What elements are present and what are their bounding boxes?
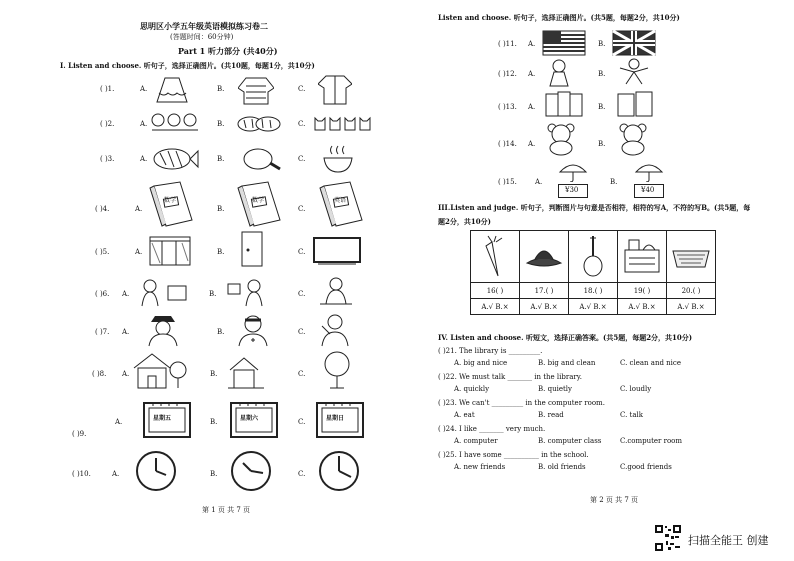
q10-c: C. <box>298 470 306 478</box>
q24-c: C.computer room <box>620 437 683 445</box>
q1-number: ( )1. <box>100 85 115 93</box>
q7-b: B. <box>217 328 225 336</box>
q10-number: ( )10. <box>72 470 91 478</box>
judge-opts-17: A.√ B.× <box>520 299 569 315</box>
door-icon <box>240 230 264 272</box>
q22-b: B. quietly <box>538 385 572 393</box>
q5-a: A. <box>135 248 143 256</box>
q5-number: ( )5. <box>95 248 110 256</box>
calendar-label-b: 星期六 <box>240 415 259 422</box>
q22-c: C. loudly <box>620 385 652 393</box>
q23-b: B. read <box>538 411 564 419</box>
q2-c: C. <box>298 120 306 128</box>
calendar-icon <box>230 402 278 442</box>
judge-pic-19 <box>618 231 667 283</box>
q8-a: A. <box>122 370 130 378</box>
q4-b: B. <box>217 205 225 213</box>
section1-heading: I. Listen and choose. 听句子，选择正确图片。(共10题，每题1分，共10分) <box>60 61 315 70</box>
fish-icon <box>150 145 200 177</box>
q25-text: ( )25. I have some __________ in the school. <box>438 451 589 459</box>
calendar-label-c: 星期日 <box>326 415 345 422</box>
q5-c: C. <box>298 248 306 256</box>
exam-time: (答题时间：60分钟) <box>170 33 234 41</box>
q23-c: C. talk <box>620 411 644 419</box>
judge-pic-16 <box>471 231 520 283</box>
judge-num-17: 17.( ) <box>520 283 569 299</box>
clock-icon <box>230 450 272 496</box>
q10-b: B. <box>210 470 218 478</box>
q6-c: C. <box>298 290 306 298</box>
q1-b: B. <box>217 85 225 93</box>
uk-flag-icon <box>612 30 656 60</box>
q22-a: A. quickly <box>454 385 490 393</box>
price-a: ¥30 <box>565 186 579 194</box>
judge-pic-20 <box>667 231 716 283</box>
q9-number: ( )9. <box>72 430 87 438</box>
book-icon <box>148 180 194 232</box>
price-box-b <box>634 184 664 198</box>
skirt-icon <box>155 75 189 109</box>
q9-b: B. <box>210 418 218 426</box>
umbrella-icon <box>558 160 588 186</box>
q7-number: ( )7. <box>95 328 110 336</box>
judge-num-19: 19( ) <box>618 283 667 299</box>
q21-c: C. clean and nice <box>620 359 681 367</box>
tigers-icon <box>236 110 282 138</box>
q24-b: B. computer class <box>538 437 602 445</box>
shirt-icon <box>318 74 352 110</box>
part-heading: Part 1 听力部分 (共40分) <box>178 46 278 56</box>
exam-title: 思明区小学五年级英语模拟练习卷二 <box>140 21 268 31</box>
q24-text: ( )24. I like _______ very much. <box>438 425 546 433</box>
book-icon <box>236 180 282 232</box>
calendar-icon <box>316 402 364 442</box>
q3-a: A. <box>140 155 148 163</box>
q7-a: A. <box>122 328 130 336</box>
q13-number: ( )13. <box>498 103 517 111</box>
writing-person-icon <box>318 276 354 312</box>
judge-num-18: 18.( ) <box>569 283 618 299</box>
q6-a: A. <box>122 290 130 298</box>
books-icon <box>616 90 656 124</box>
teddy-bear-icon <box>544 122 578 160</box>
section3-heading: III.Listen and judge. 听句子，判断图片与句意是否相符，相符的写A，不符的写B。(共5题，每 <box>438 203 751 212</box>
house-icon <box>130 352 188 394</box>
q15-b: B. <box>610 178 618 186</box>
q3-b: B. <box>217 155 225 163</box>
chicken-leg-icon <box>240 145 284 177</box>
q23-text: ( )23. We can't _________ in the computer room. <box>438 399 605 407</box>
q14-a: A. <box>528 140 536 148</box>
judge-table <box>470 230 716 315</box>
book-label-a: 数学 <box>164 197 177 204</box>
q1-a: A. <box>140 85 148 93</box>
girl-icon <box>544 58 574 92</box>
q6-number: ( )6. <box>95 290 110 298</box>
house-icon <box>226 354 266 394</box>
q23-a: A. eat <box>454 411 475 419</box>
q4-c: C. <box>298 205 306 213</box>
police-officer-icon <box>145 312 181 352</box>
page-footer-1: 第 1 页 共 7 页 <box>202 506 251 514</box>
q15-number: ( )15. <box>498 178 517 186</box>
clock-icon <box>318 450 360 496</box>
q3-c: C. <box>298 155 306 163</box>
book-label-c: 英语 <box>334 197 347 204</box>
q12-b: B. <box>598 70 606 78</box>
calendar-label-a: 星期五 <box>153 415 172 422</box>
q21-text: ( )21. The library is _________. <box>438 347 543 355</box>
q13-a: A. <box>528 103 536 111</box>
q4-number: ( )4. <box>95 205 110 213</box>
q9-c: C. <box>298 418 306 426</box>
q13-b: B. <box>598 103 606 111</box>
price-b: ¥40 <box>641 186 655 194</box>
q9-a: A. <box>115 418 123 426</box>
page-footer-2: 第 2 页 共 7 页 <box>590 496 639 504</box>
price-box-a <box>558 184 588 198</box>
teacher-icon <box>318 312 352 352</box>
scanner-watermark: 扫描全能王 创建 <box>688 534 769 547</box>
window-icon <box>148 235 192 271</box>
monkeys-icon <box>150 110 200 138</box>
q25-c: C.good friends <box>620 463 672 471</box>
judge-opts-19: A.√ B.× <box>618 299 667 315</box>
book-label-b: 数学 <box>252 197 265 204</box>
q2-a: A. <box>140 120 148 128</box>
q14-b: B. <box>598 140 606 148</box>
q25-a: A. new friends <box>454 463 506 471</box>
judge-num-20: 20.( ) <box>667 283 716 299</box>
q8-number: ( )8. <box>92 370 107 378</box>
q22-text: ( )22. We must talk _______ in the library. <box>438 373 582 381</box>
q25-b: B. old friends <box>538 463 586 471</box>
usa-flag-icon <box>542 30 586 60</box>
cats-icon <box>312 110 372 138</box>
judge-pic-18 <box>569 231 618 283</box>
judge-opts-18: A.√ B.× <box>569 299 618 315</box>
q10-a: A. <box>112 470 120 478</box>
nurse-icon <box>236 312 270 352</box>
section4-heading: IV. Listen and choose. 听短文，选择正确答案。(共5题，每题2分，共10分) <box>438 333 693 342</box>
section2-heading: Listen and choose. 听句子，选择正确图片。(共5题，每题2分，共10分) <box>438 13 680 22</box>
dancer-icon <box>616 58 652 92</box>
books-icon <box>544 90 584 124</box>
q12-number: ( )12. <box>498 70 517 78</box>
q4-a: A. <box>135 205 143 213</box>
judge-opts-20: A.√ B.× <box>667 299 716 315</box>
clock-icon <box>135 450 177 496</box>
teddy-bear-icon <box>616 122 650 160</box>
q11-a: A. <box>528 40 536 48</box>
judge-opts-16: A.√ B.× <box>471 299 520 315</box>
q1-c: C. <box>298 85 306 93</box>
soup-bowl-icon <box>322 142 354 178</box>
right-page <box>420 0 794 561</box>
umbrella-icon <box>634 160 664 186</box>
judge-pic-17 <box>520 231 569 283</box>
q14-number: ( )14. <box>498 140 517 148</box>
judge-num-16: 16( ) <box>471 283 520 299</box>
q8-c: C. <box>298 370 306 378</box>
section3-heading-cont: 题2分，共10分) <box>438 217 491 226</box>
blackboard-icon <box>312 236 362 270</box>
qr-code-icon <box>654 524 682 552</box>
book-icon <box>318 180 364 232</box>
q15-a: A. <box>535 178 543 186</box>
q7-c: C. <box>298 328 306 336</box>
q24-a: A. computer <box>454 437 498 445</box>
q21-b: B. big and clean <box>538 359 596 367</box>
q8-b: B. <box>210 370 218 378</box>
q12-a: A. <box>528 70 536 78</box>
calendar-icon <box>143 402 191 442</box>
reading-person-icon <box>138 278 190 312</box>
q2-number: ( )2. <box>100 120 115 128</box>
tree-icon <box>318 350 356 394</box>
q21-a: A. big and nice <box>454 359 508 367</box>
q11-number: ( )11. <box>498 40 517 48</box>
q6-b: B. <box>209 290 217 298</box>
q2-b: B. <box>217 120 225 128</box>
q3-number: ( )3. <box>100 155 115 163</box>
sweater-icon <box>238 74 274 110</box>
q11-b: B. <box>598 40 606 48</box>
cooking-person-icon <box>224 278 272 312</box>
q5-b: B. <box>217 248 225 256</box>
